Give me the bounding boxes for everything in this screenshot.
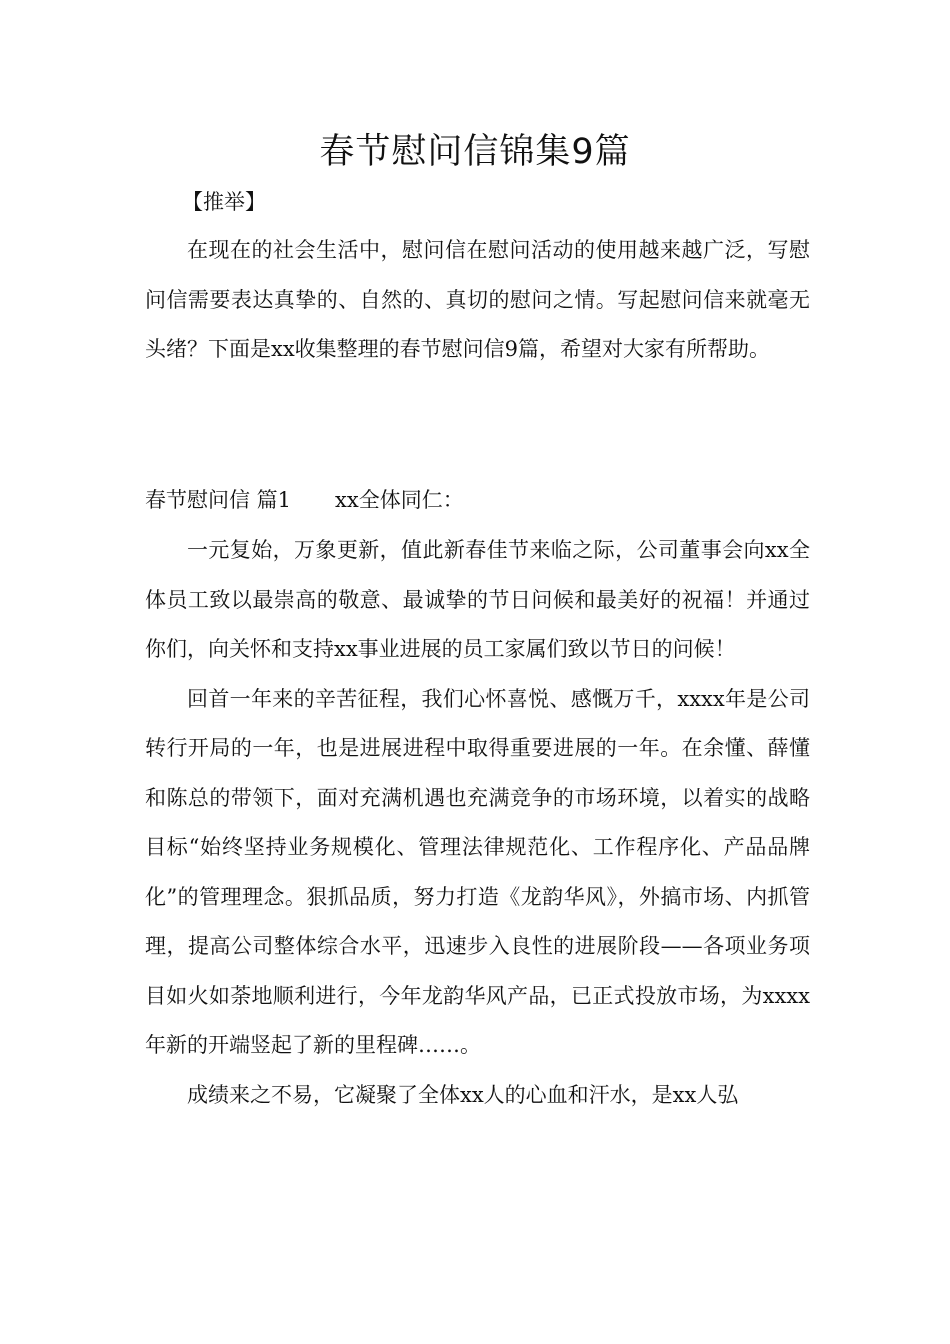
letter-paragraph: 一元复始，万象更新，值此新春佳节来临之际，公司董事会向xx全体员工致以最崇高的敬意、最诚挚的节日问候和最美好的祝福！并通过你们，向关怀和支持xx事业进展的员工家属们致以节日的问候！ xyxy=(145,538,810,661)
section-title: 春节慰问信 篇1 xyxy=(145,488,292,512)
letter-paragraph: 回首一年来的辛苦征程，我们心怀喜悦、感慨万千，xxxx年是公司转行开局的一年，也是进展进程中取得重要进展的一年。在余懂、薛懂和陈总的带领下，面对充满机遇也充满竞争的市场环境，以着实的战略目标“始终坚持业务规模化、管理法律规范化、工作程序化、产品品牌化”的管理理念。狠抓品质，努力打造《龙韵华风》，外搞市场、内抓管理，提高公司整体综合水平，迅速步入良性的进展阶段——各项业务项目如火如荼地顺利进行，今年龙韵华风产品，已正式投放市场，为xxxx年新的开端竖起了新的里程碑……。 xyxy=(145,686,810,1057)
salutation: xx全体同仁： xyxy=(335,488,464,512)
recommend-label: 【推举】 xyxy=(182,190,266,214)
document-title: 春节慰问信锦集9篇 xyxy=(319,132,631,172)
section-heading xyxy=(145,478,464,522)
letter-body xyxy=(145,526,810,1120)
letter-paragraph: 成绩来之不易，它凝聚了全体xx人的心血和汗水，是xx人弘 xyxy=(187,1082,739,1107)
intro-block xyxy=(145,226,810,375)
intro-paragraph: 在现在的社会生活中，慰问信在慰问活动的使用越来越广泛，写慰问信需要表达真挚的、自然的、真切的慰问之情。写起慰问信来就毫无头绪？下面是xx收集整理的春节慰问信9篇，希望对大家有所帮助。 xyxy=(145,238,810,361)
